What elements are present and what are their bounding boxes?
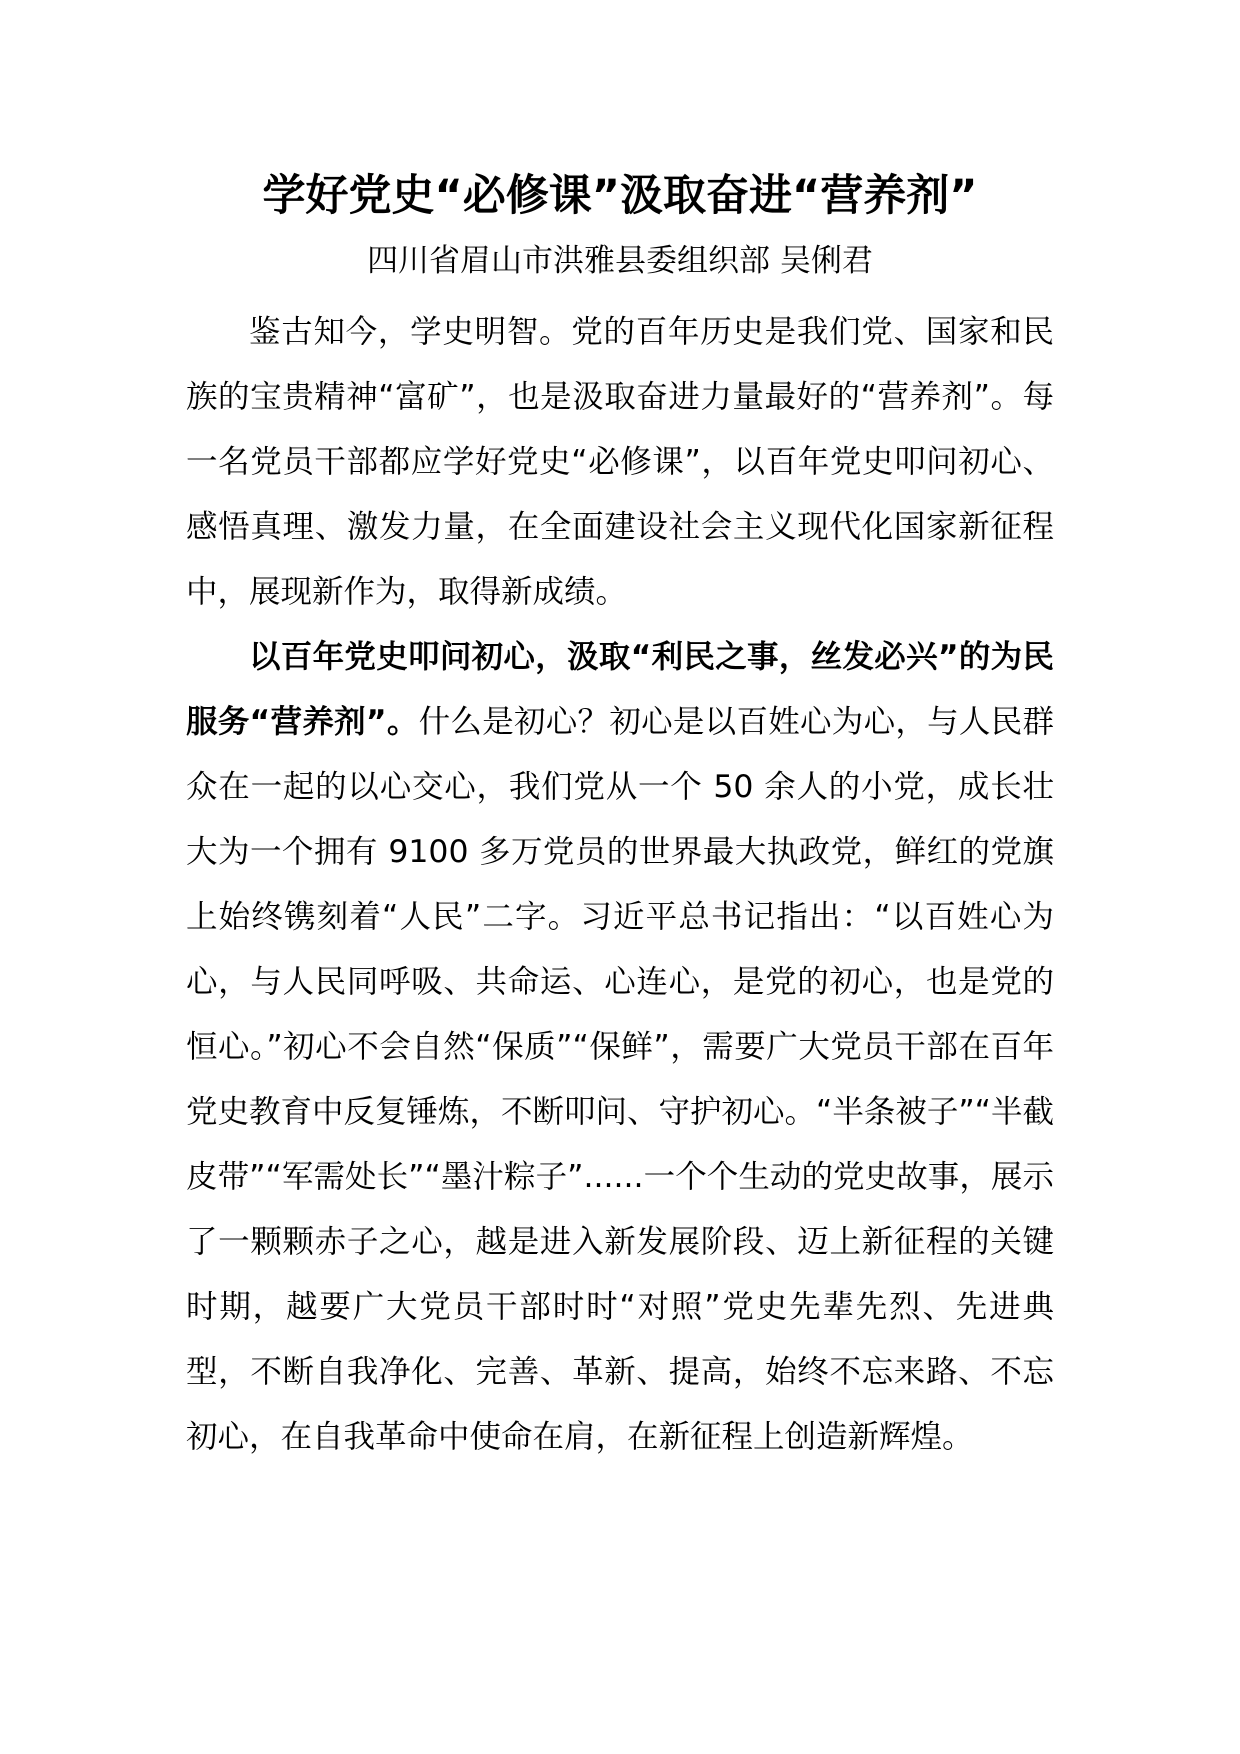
paragraph-intro: 鉴古知今，学史明智。党的百年历史是我们党、国家和民族的宝贵精神“富矿”，也是汲取奋进力量最好的“营养剂”。每一名党员干部都应学好党史“必修课”，以百年党史叩问初心、感悟真理、激发力量，在全面建设社会主义现代化国家新征程中，展现新作为，取得新成绩。 [186,314,1054,610]
document-title: 学好党史“必修课”汲取奋进“营养剂” [262,171,978,221]
section-1-text: 什么是初心？初心是以百姓心为心，与人民群众在一起的以心交心，我们党从一个 50 余人的小党，成长壮大为一个拥有 9100 多万党员的世界最大执政党，鲜红的党旗上始终镌刻着“人民”二字。习近平总书记指出：“以百姓心为心，与人民同呼吸、共命运、心连心，是党的初心，也是党的恒心。”初心不会自然“保质”“保鲜”，需要广大党员干部在百年党史教育中反复锤炼，不断叩问、守护初心。“半条被子”“半截皮带”“军需处长”“墨汁粽子”......一个个生动的党史故事，展示了一颗颗赤子之心，越是进入新发展阶段、迈上新征程的关键时期，越要广大党员干部时时“对照”党史先辈先烈、先进典型，不断自我净化、完善、革新、提高，始终不忘来路、不忘初心，在自我革命中使命在肩，在新征程上创造新辉煌。 [186,704,1054,1455]
paragraph-section-1 [186,625,1054,1470]
document-body [186,300,1054,1470]
section-1-heading: 以百年党史叩问初心，汲取“利民之事，丝发必兴”的为民服务“营养剂”。 [186,639,1054,740]
document-author: 四川省眉山市洪雅县委组织部 吴俐君 [367,243,873,279]
